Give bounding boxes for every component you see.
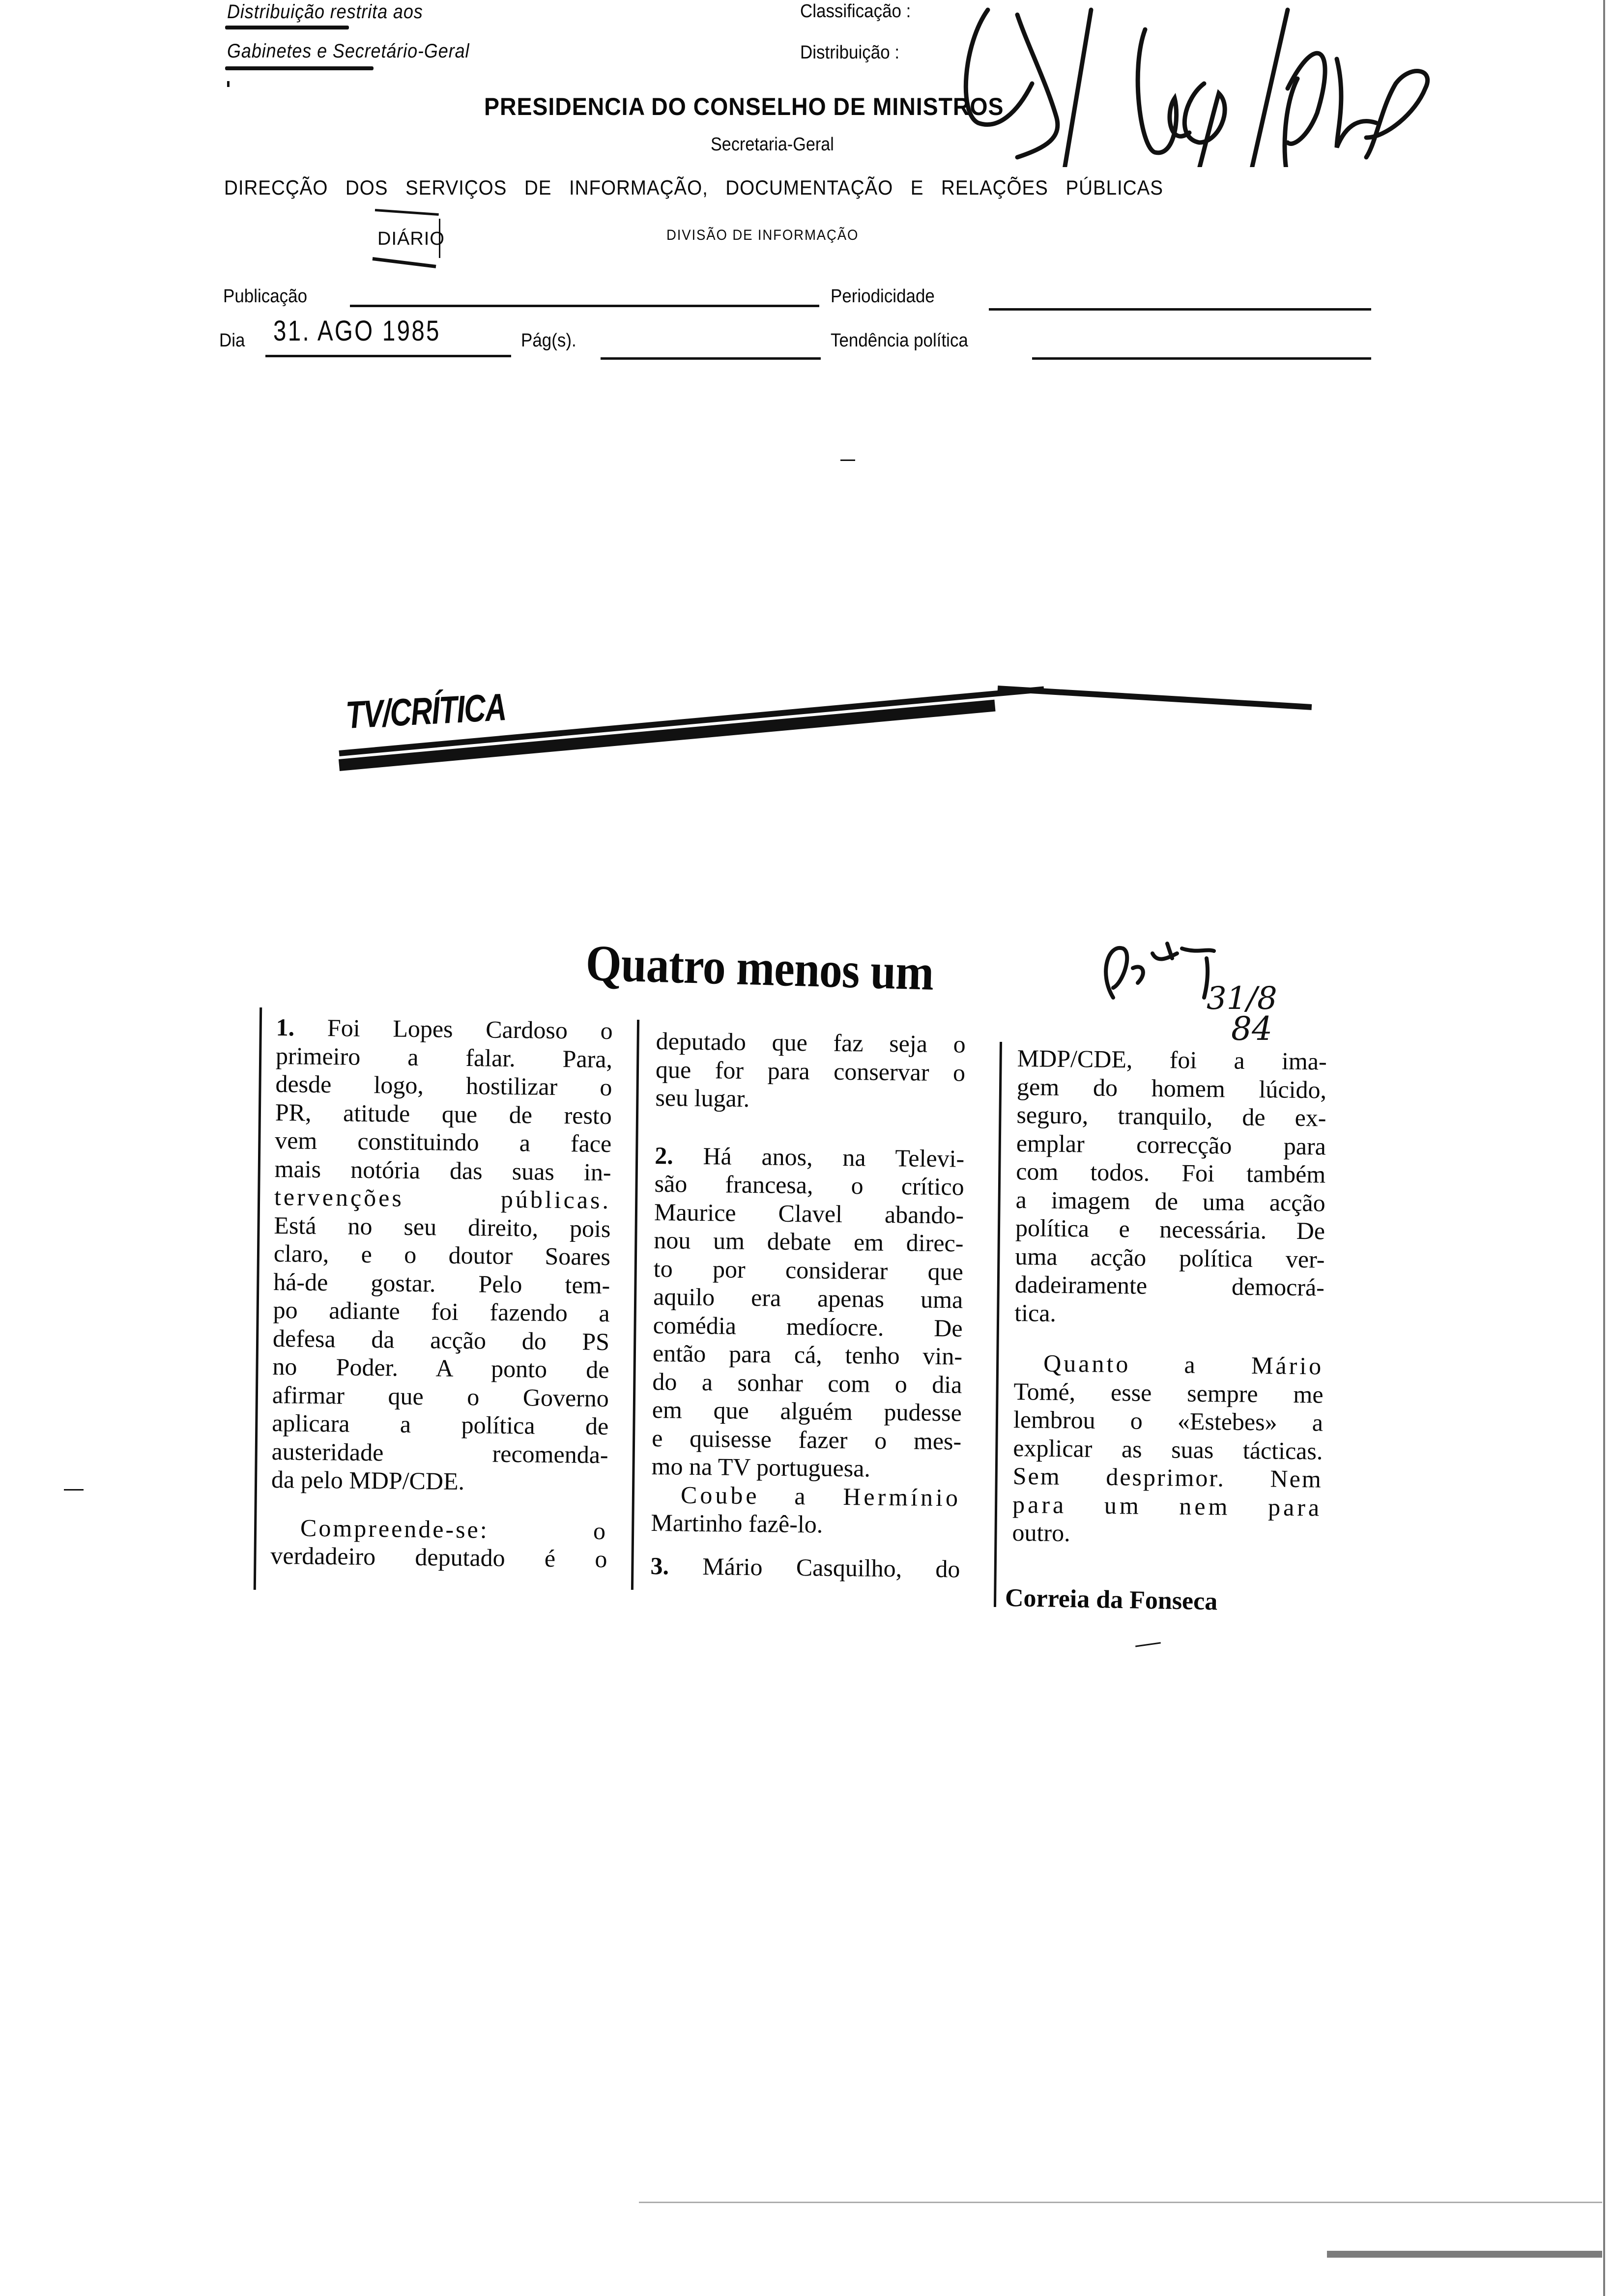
publication-stamp bbox=[373, 209, 445, 258]
text-line: vem constituindo a face bbox=[275, 1126, 612, 1158]
stamp-border-bottom bbox=[373, 257, 436, 268]
text-line: para um nem para bbox=[1012, 1490, 1323, 1521]
text-line: Sem desprimor. Nem bbox=[1012, 1462, 1323, 1493]
text-line: austeridade recomenda- bbox=[271, 1437, 608, 1468]
section-label: TV/CRÍTICA bbox=[345, 685, 507, 737]
scan-artifact-dash bbox=[840, 459, 855, 461]
text-line: da pelo MDP/CDE. bbox=[271, 1465, 465, 1495]
text-line: política e necessária. De bbox=[1015, 1213, 1325, 1245]
handwritten-source-note bbox=[1094, 934, 1349, 1047]
paragraph-gap bbox=[1014, 1327, 1324, 1352]
text-line: Está no seu direito, pois bbox=[274, 1211, 611, 1242]
day-label: Dia bbox=[219, 330, 245, 351]
organization-subtitle: Secretaria-Geral bbox=[711, 134, 834, 155]
text-line: Coube a Hermínio bbox=[680, 1481, 961, 1512]
stamp-border-top bbox=[375, 209, 439, 216]
text-line: no Poder. A ponto de bbox=[272, 1352, 609, 1384]
text-line: emplar correcção para bbox=[1016, 1129, 1326, 1160]
text-line: explicar as suas tácticas. bbox=[1013, 1434, 1323, 1465]
text-line: to por considerar que bbox=[653, 1254, 964, 1286]
publication-field[interactable] bbox=[350, 305, 819, 307]
text-line: uma acção política ver- bbox=[1015, 1242, 1325, 1273]
article-column-2 bbox=[650, 1027, 966, 1583]
text-line: em que alguém pudesse bbox=[652, 1395, 962, 1427]
text-line: Quanto a Mário bbox=[1043, 1349, 1324, 1380]
column-rule-middle bbox=[631, 1020, 639, 1590]
text-line: que for para conservar o bbox=[655, 1055, 966, 1087]
restricted-distribution-line-1: Distribuição restrita aos bbox=[227, 1, 423, 23]
handwritten-source-icon bbox=[1094, 934, 1221, 1003]
text-line: seu lugar. bbox=[655, 1083, 750, 1112]
text-line: Martinho fazê-lo. bbox=[651, 1508, 823, 1538]
scan-artifact-line bbox=[639, 2202, 1602, 2203]
periodicity-label: Periodicidade bbox=[831, 286, 935, 307]
item-number: 2. bbox=[654, 1141, 674, 1169]
text-fragment: Foi Lopes Cardoso o bbox=[327, 1014, 613, 1045]
article-column-3 bbox=[1012, 1044, 1327, 1550]
scan-artifact-dot bbox=[227, 81, 230, 87]
stray-mark bbox=[1135, 1642, 1161, 1647]
text-line bbox=[650, 1551, 960, 1583]
text-line: PR, atitude que de resto bbox=[275, 1098, 612, 1129]
article-headline: Quatro menos um bbox=[585, 935, 934, 1001]
text-line: MDP/CDE, foi a ima- bbox=[1017, 1044, 1327, 1075]
pages-label: Pág(s). bbox=[521, 330, 576, 351]
text-line: mais notória das suas in- bbox=[274, 1154, 611, 1186]
text-line: tervenções públicas. bbox=[274, 1182, 611, 1214]
text-line: Tomé, esse sempre me bbox=[1013, 1377, 1324, 1408]
publication-stamp-text: DIÁRIO bbox=[377, 229, 445, 249]
text-line: há-de gostar. Pelo tem- bbox=[273, 1267, 610, 1299]
text-line: são francesa, o crítico bbox=[654, 1169, 964, 1201]
text-line: aplicara a política de bbox=[271, 1408, 609, 1440]
text-line: lembrou o «Estebes» a bbox=[1013, 1405, 1324, 1436]
underline-rule bbox=[225, 66, 374, 70]
distribution-label: Distribuição : bbox=[800, 42, 900, 63]
text-line: mo na TV portuguesa. bbox=[651, 1452, 871, 1482]
text-fragment: Mário Casquilho, do bbox=[702, 1552, 960, 1583]
text-line: desde logo, hostilizar o bbox=[275, 1069, 612, 1101]
text-line: claro, e o doutor Soares bbox=[273, 1239, 611, 1271]
text-line: verdadeiro deputado é o bbox=[270, 1541, 607, 1573]
scan-edge-right bbox=[1603, 0, 1605, 2296]
text-line: nou um debate em direc- bbox=[654, 1226, 964, 1257]
text-line: Compreende-se: o bbox=[300, 1514, 608, 1545]
division-title: DIVISÃO DE INFORMAÇÃO bbox=[666, 227, 859, 243]
day-field[interactable] bbox=[265, 355, 511, 357]
text-fragment: Há anos, na Televi- bbox=[703, 1142, 965, 1173]
periodicity-field[interactable] bbox=[989, 308, 1371, 311]
text-line: aquilo era apenas uma bbox=[653, 1282, 963, 1314]
text-line: e quisesse fazer o mes- bbox=[651, 1424, 962, 1455]
text-line: então para cá, tenho vin- bbox=[652, 1339, 963, 1370]
column-rule-right bbox=[994, 1042, 1002, 1607]
column-rule-left bbox=[254, 1007, 262, 1590]
item-number: 1. bbox=[276, 1013, 295, 1041]
classification-label: Classificação : bbox=[800, 1, 911, 22]
political-tendency-label: Tendência política bbox=[831, 330, 968, 351]
text-line bbox=[655, 1141, 965, 1173]
scan-artifact-dash bbox=[64, 1489, 84, 1491]
day-value-stamp: 31. AGO 1985 bbox=[273, 315, 441, 347]
text-line: po adiante foi fazendo a bbox=[273, 1295, 610, 1327]
restricted-distribution-line-2: Gabinetes e Secretário-Geral bbox=[227, 40, 470, 62]
handwritten-date: 31/8 bbox=[1207, 980, 1277, 1017]
publication-label: Publicação bbox=[223, 286, 308, 307]
text-line: primeiro a falar. Para, bbox=[275, 1041, 613, 1073]
scan-artifact-smudge bbox=[1327, 2251, 1602, 2258]
article-column-1 bbox=[270, 1013, 613, 1574]
text-line: a imagem de uma acção bbox=[1015, 1185, 1325, 1217]
text-line bbox=[276, 1013, 613, 1045]
political-tendency-field[interactable] bbox=[1032, 357, 1371, 360]
text-line: outro. bbox=[1012, 1518, 1070, 1547]
text-line: tica. bbox=[1014, 1298, 1057, 1327]
organization-title: PRESIDENCIA DO CONSELHO DE MINISTROS bbox=[484, 93, 1004, 120]
text-line: com todos. Foi também bbox=[1016, 1157, 1326, 1188]
underline-rule bbox=[225, 26, 349, 29]
text-line: defesa da acção do PS bbox=[272, 1324, 610, 1355]
text-line: seguro, tranquilo, de ex- bbox=[1016, 1100, 1326, 1132]
handwritten-routing-signature-icon bbox=[944, 0, 1484, 167]
article-byline: Correia da Fonseca bbox=[1005, 1584, 1218, 1616]
handwritten-year: 84 bbox=[1231, 1010, 1272, 1048]
text-line: do a sonhar com o dia bbox=[652, 1367, 962, 1399]
paragraph-gap bbox=[655, 1112, 965, 1145]
text-line: gem do homem lúcido, bbox=[1016, 1072, 1327, 1104]
banner-rule-right bbox=[998, 686, 1312, 710]
text-line: afirmar que o Governo bbox=[272, 1380, 609, 1412]
pages-field[interactable] bbox=[601, 357, 821, 360]
text-line: dadeiramente democrá- bbox=[1014, 1270, 1325, 1301]
item-number: 3. bbox=[650, 1551, 669, 1579]
text-line: deputado que faz seja o bbox=[656, 1027, 966, 1058]
text-line: Maurice Clavel abando- bbox=[654, 1198, 964, 1229]
text-line: comédia medíocre. De bbox=[653, 1311, 963, 1342]
directorate-title: DIRECÇÃO DOS SERVIÇOS DE INFORMAÇÃO, DOCUMENTAÇÃO E RELAÇÕES PÚBLICAS bbox=[224, 176, 1163, 199]
